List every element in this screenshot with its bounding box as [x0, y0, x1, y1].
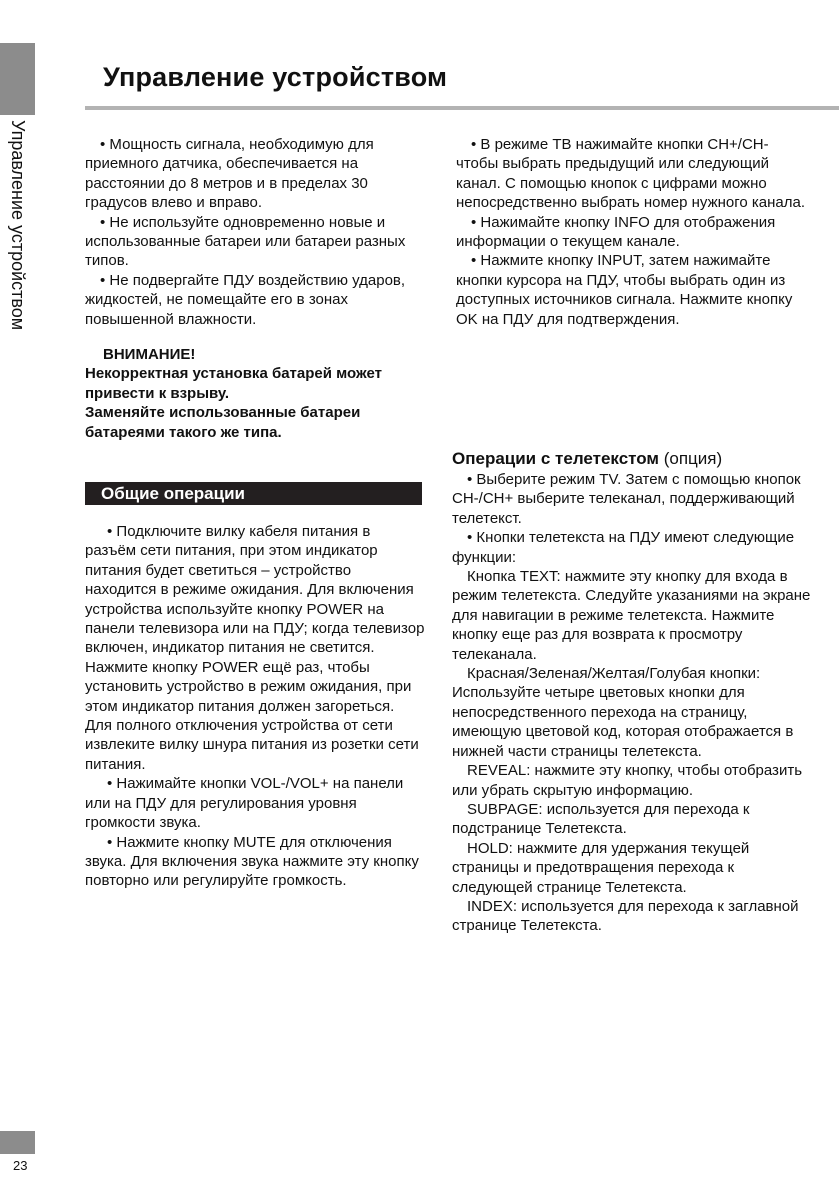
section-heading-general-operations: Общие операции [85, 482, 422, 505]
paragraph: • Нажимайте кнопку INFO для отображения информации о текущем канале. [456, 213, 776, 251]
warning-line: Заменяйте использованные батареи батареями такого же типа. [85, 404, 361, 441]
paragraph: • Не подвергайте ПДУ воздействию ударов, жидкостей, не помещайте его в зонах повышенной влажности. [85, 271, 406, 328]
paragraph: • Нажимайте кнопки VOL-/VOL+ на панели или на ПДУ для регулирования уровня громкости звука. [85, 775, 404, 832]
teletext-heading-title: Операции с телетекстом [452, 449, 659, 468]
warning-block [85, 345, 425, 442]
page-title: Управление устройством [103, 62, 448, 92]
paragraph: • Не используйте одновременно новые и использованные батареи или батареи разных типов. [85, 213, 406, 270]
left-intro-block [85, 135, 425, 329]
paragraph: REVEAL: нажмите эту кнопку, чтобы отобразить или убрать скрытую информацию. [452, 762, 803, 799]
paragraph: Кнопка TEXT: нажмите эту кнопку для входа в режим телетекста. Следуйте указаниями на экране для навигации в режиме телетекста. Нажмите кнопку еще раз для возврата к просмотру телеканала. [452, 568, 811, 663]
warning-line: Некорректная установка батарей может привести к взрыву. [85, 365, 382, 402]
warning-heading: ВНИМАНИЕ! [103, 346, 196, 363]
paragraph: • В режиме ТВ нажимайте кнопки CH+/CH- чтобы выбрать предыдущий или следующий канал. С помощью кнопок с цифрами можно непосредственно выбрать номер нужного канала. [456, 136, 806, 212]
side-tab-marker [0, 43, 35, 115]
paragraph: • Выберите режим TV. Затем с помощью кнопок CH-/CH+ выберите телеканал, поддерживающий телетекст. [452, 471, 801, 527]
footer-tab-marker [0, 1131, 35, 1154]
teletext-block [452, 448, 812, 936]
general-operations-block [85, 522, 425, 891]
paragraph: • Мощность сигнала, необходимую для приемного датчика, обеспечивается на расстоянии до 8 метров и в пределах 30 градусов влево и вправо. [85, 136, 374, 212]
paragraph: • Нажмите кнопку INPUT, затем нажимайте кнопки курсора на ПДУ, чтобы выбрать один из доступных источников сигнала. Нажмите кнопку OK на ПДУ для подтверждения. [456, 252, 793, 328]
paragraph: • Подключите вилку кабеля питания в разъём сети питания, при этом индикатор питания будет светиться – устройство находится в режиме ожидания. Для включения устройства используйте кнопку POWER на панели телевизора или на ПДУ; когда телевизор включен, индикатор питания не светится. Нажмите кнопку POWER ещё раз, чтобы установить устройство в режим ожидания, при этом индикатор питания должен загореться. Для полного отключения устройства от сети извлеките вилку шнура питания из розетки сети питания. [85, 523, 425, 773]
teletext-heading [452, 448, 812, 470]
title-divider [85, 106, 839, 110]
page-number: 23 [13, 1158, 28, 1173]
right-top-block [456, 135, 814, 329]
side-section-label: Управление устройством [8, 120, 28, 331]
paragraph: SUBPAGE: используется для перехода к подстранице Телетекста. [452, 800, 750, 838]
paragraph: INDEX: используется для перехода к заглавной странице Телетекста. [452, 897, 799, 935]
paragraph: Красная/Зеленая/Желтая/Голубая кнопки: Используйте четыре цветовых кнопки для непосредственного перехода на страницу, имеющую цветовой код, которая отображается в нижней части страницы телетекста. [452, 665, 794, 760]
paragraph: • Нажмите кнопку MUTE для отключения звука. Для включения звука нажмите эту кнопку повторно или регулируйте громкость. [85, 833, 419, 890]
paragraph: • Кнопки телетекста на ПДУ имеют следующие функции: [452, 529, 795, 566]
paragraph: HOLD: нажмите для удержания текущей страницы и предотвращения перехода к следующей странице Телетекста. [452, 839, 750, 896]
teletext-heading-note: (опция) [663, 449, 723, 468]
